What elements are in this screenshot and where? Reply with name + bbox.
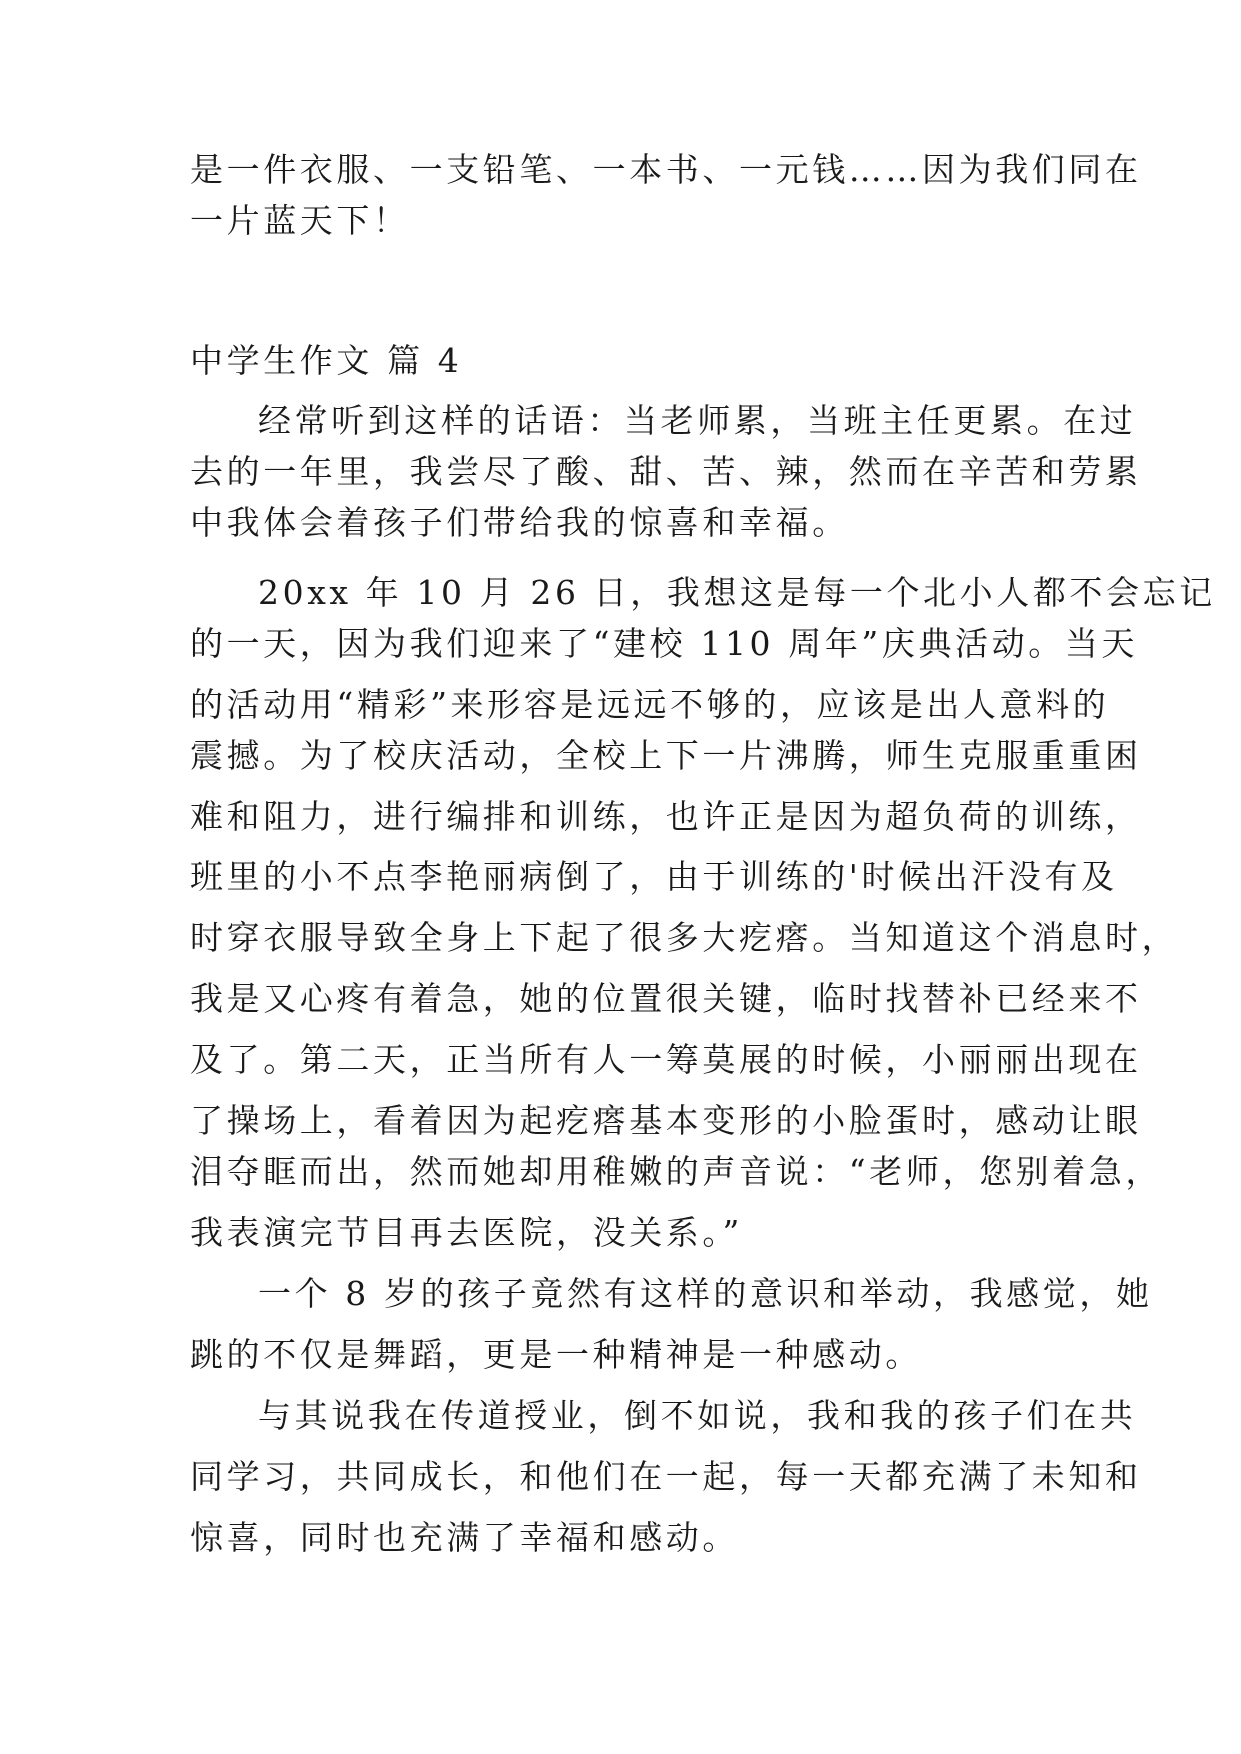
text-line: 泪夺眶而出，然而她却用稚嫩的声音说：“老师，您别着急， (190, 1152, 1163, 1191)
text-line: 一片蓝天下！ (190, 201, 410, 240)
text-line: 及了。第二天，正当所有人一筹莫展的时候，小丽丽出现在 (190, 1040, 1142, 1079)
text-line: 跳的不仅是舞蹈，更是一种精神是一种感动。 (190, 1335, 922, 1374)
text-line: 我是又心疼有着急，她的位置很关键，临时找替补已经来不 (190, 979, 1142, 1018)
text-line: 班里的小不点李艳丽病倒了，由于训练的'时候出汗没有及 (190, 857, 1118, 896)
paragraph-start: 一个 8 岁的孩子竟然有这样的意识和举动，我感觉，她 (258, 1274, 1153, 1313)
paragraph-start: 20xx 年 10 月 26 日，我想这是每一个北小人都不会忘记 (258, 573, 1216, 612)
text-line: 中我体会着孩子们带给我的惊喜和幸福。 (190, 503, 849, 542)
text-line: 去的一年里，我尝尽了酸、甜、苦、辣，然而在辛苦和劳累 (190, 452, 1142, 491)
text-line: 的一天，因为我们迎来了“建校 110 周年”庆典活动。当天 (190, 624, 1139, 663)
text-line: 震撼。为了校庆活动，全校上下一片沸腾，师生克服重重困 (190, 736, 1142, 775)
text-line: 惊喜，同时也充满了幸福和感动。 (190, 1518, 739, 1557)
paragraph-start: 与其说我在传道授业，倒不如说，我和我的孩子们在共 (258, 1396, 1137, 1435)
text-line: 难和阻力，进行编排和训练，也许正是因为超负荷的训练， (190, 797, 1142, 836)
text-line: 我表演完节目再去医院，没关系。” (190, 1213, 743, 1252)
text-line: 是一件衣服、一支铅笔、一本书、一元钱……因为我们同在 (190, 150, 1142, 189)
text-line: 时穿衣服导致全身上下起了很多大疙瘩。当知道这个消息时， (190, 918, 1179, 957)
section-heading: 中学生作文 篇 4 (190, 341, 463, 380)
paragraph-start: 经常听到这样的话语：当老师累，当班主任更累。在过 (258, 401, 1137, 440)
text-line: 了操场上，看着因为起疙瘩基本变形的小脸蛋时，感动让眼 (190, 1101, 1142, 1140)
text-line: 的活动用“精彩”来形容是远远不够的，应该是出人意料的 (190, 685, 1110, 724)
text-line: 同学习，共同成长，和他们在一起，每一天都充满了未知和 (190, 1457, 1142, 1496)
